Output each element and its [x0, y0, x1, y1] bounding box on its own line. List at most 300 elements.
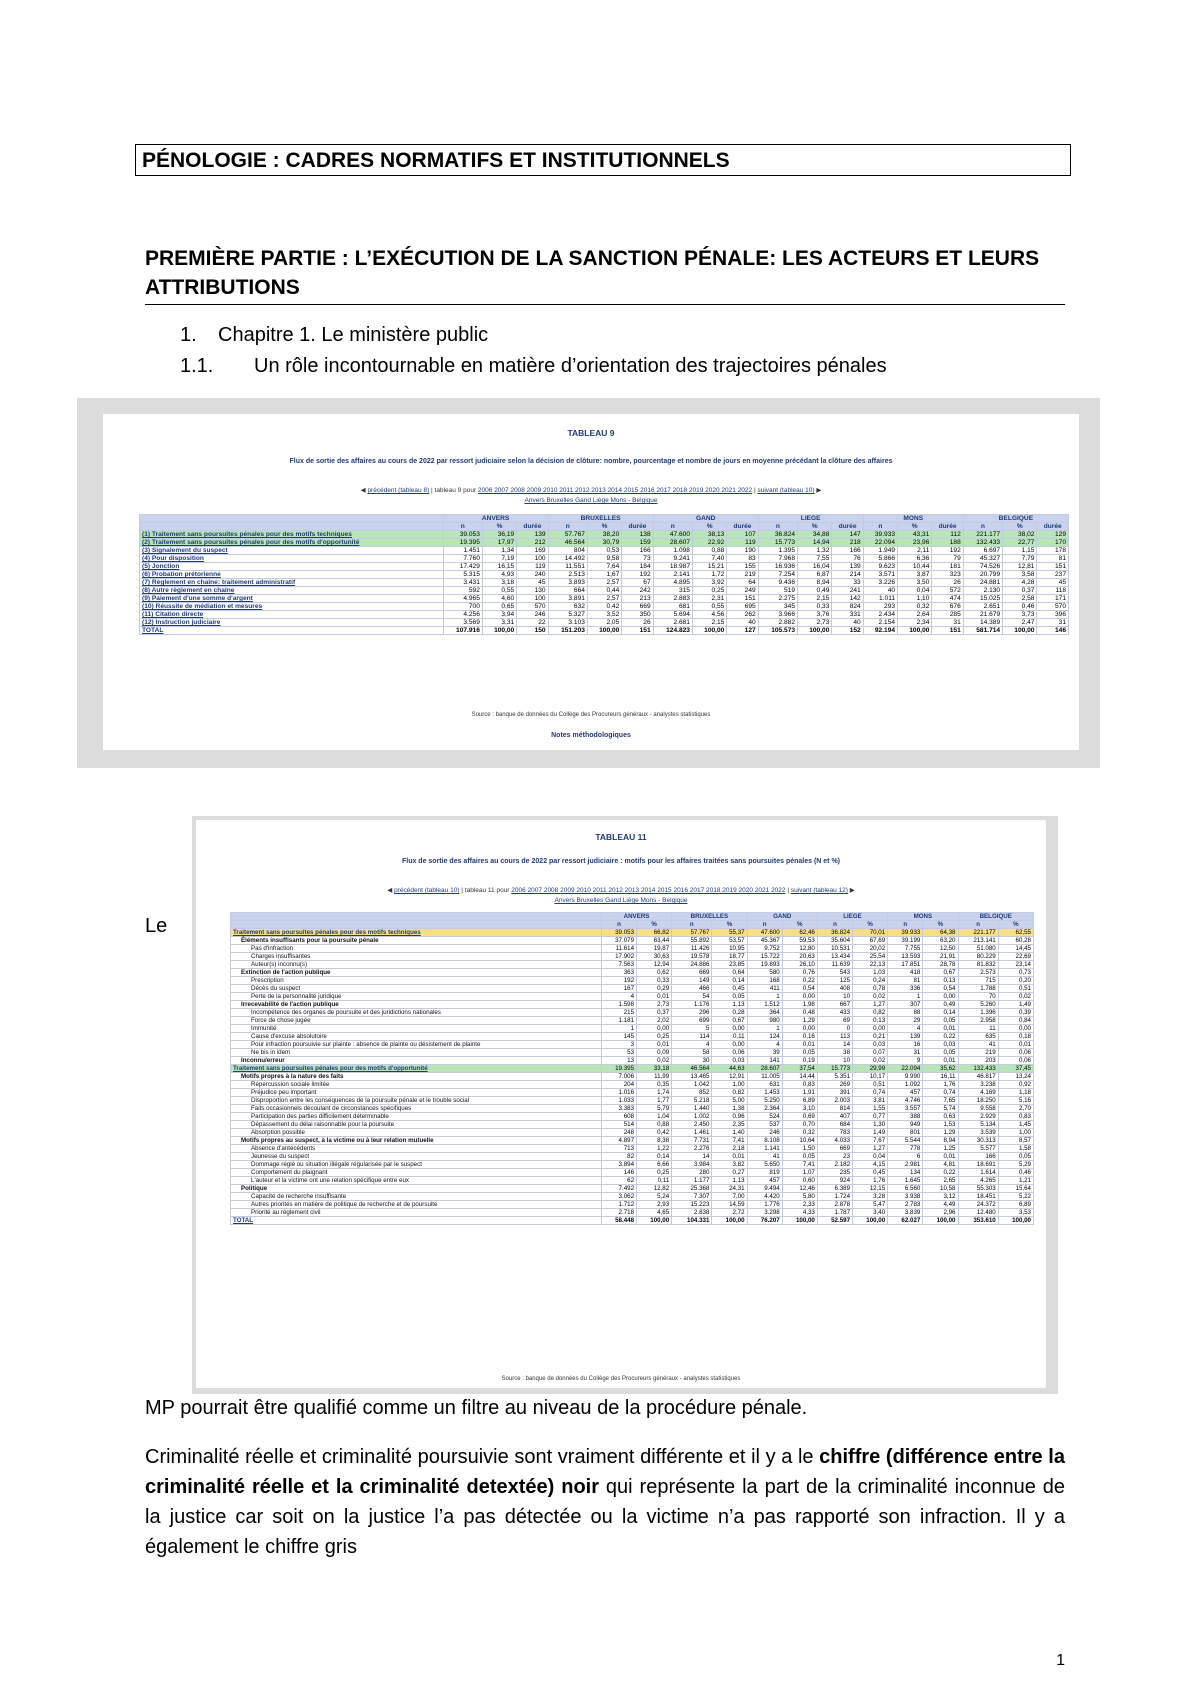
- table-cell: 0,45: [853, 1169, 888, 1177]
- table-cell: 24.881: [963, 579, 1002, 587]
- table11-next-link[interactable]: suivant (tableau 12): [790, 887, 848, 894]
- table-cell: 152: [832, 627, 863, 635]
- table-cell: 125: [817, 977, 852, 985]
- table-cell: 3: [601, 1041, 636, 1049]
- table-cell: 63,44: [637, 937, 672, 945]
- table-cell: 852: [672, 1089, 712, 1097]
- table-cell: 4,81: [923, 1161, 958, 1169]
- table-cell: 2,96: [923, 1209, 958, 1217]
- table-cell: 7,41: [782, 1161, 817, 1169]
- table11-prev-link[interactable]: précédent (tableau 10): [394, 887, 460, 894]
- row-label: Pas d'infraction: [231, 945, 602, 953]
- table-cell: 8.108: [747, 1137, 782, 1145]
- table-cell: 0,73: [998, 969, 1033, 977]
- table-cell: 7.006: [601, 1073, 636, 1081]
- table-cell: 12,46: [782, 1185, 817, 1193]
- table-cell: 5,00: [712, 1097, 747, 1105]
- table-cell: 14: [817, 1041, 852, 1049]
- table-cell: 219: [727, 571, 758, 579]
- table-cell: 0,42: [587, 603, 621, 611]
- row-label[interactable]: (9) Paiement d'une somme d'argent: [140, 595, 444, 603]
- table9-regions-links[interactable]: Anvers Bruxelles Gand Liège Mons - Belgique: [524, 497, 658, 504]
- table-row: [231, 1089, 1034, 1097]
- table-cell: 4: [888, 1025, 923, 1033]
- table-cell: 0,07: [853, 1049, 888, 1057]
- table-cell: 168: [747, 977, 782, 985]
- table-cell: 37,45: [998, 1065, 1033, 1073]
- table-cell: 1,45: [998, 1121, 1033, 1129]
- table-cell: 3.226: [863, 579, 897, 587]
- subheader-cell: n: [601, 921, 636, 929]
- table-cell: 2.981: [888, 1161, 923, 1169]
- table-cell: 1.645: [888, 1177, 923, 1185]
- table-cell: 184: [622, 563, 653, 571]
- table-cell: 114: [672, 1033, 712, 1041]
- table-row: [231, 1025, 1034, 1033]
- table-cell: 4.420: [747, 1193, 782, 1201]
- table-cell: 695: [727, 603, 758, 611]
- table-cell: 0,83: [998, 1113, 1033, 1121]
- row-label: Répercussion sociale limitée: [231, 1081, 602, 1089]
- table-cell: 0,54: [782, 985, 817, 993]
- table-cell: 151.203: [548, 627, 587, 635]
- table-cell: 0,02: [998, 993, 1033, 1001]
- table-cell: 1,15: [1003, 547, 1037, 555]
- table-cell: 2.513: [548, 571, 587, 579]
- table-cell: 336: [888, 985, 923, 993]
- table-cell: 0,16: [782, 1033, 817, 1041]
- table-cell: 107.916: [443, 627, 482, 635]
- subheader-cell: %: [798, 523, 832, 531]
- table-cell: 407: [817, 1113, 852, 1121]
- table-cell: 9.558: [958, 1105, 998, 1113]
- table-cell: 39.199: [888, 937, 923, 945]
- table-cell: 1,98: [782, 1001, 817, 1009]
- table-cell: 14.492: [548, 555, 587, 563]
- table-cell: 269: [817, 1081, 852, 1089]
- table-cell: 212: [517, 539, 548, 547]
- side-word: Le: [145, 915, 168, 937]
- table-cell: 0,03: [712, 1057, 747, 1065]
- header-row: [231, 913, 1034, 921]
- table-cell: 112: [932, 531, 963, 539]
- table-cell: 7.968: [758, 555, 797, 563]
- table-cell: 1,00: [712, 1081, 747, 1089]
- row-label[interactable]: (3) Signalement du suspect: [140, 547, 444, 555]
- table-cell: 100,00: [1003, 627, 1037, 635]
- row-label: Dommage réglé ou situation illégale régularisée par le suspect: [231, 1161, 602, 1169]
- header-row: [140, 515, 1069, 523]
- table-cell: 0,01: [923, 1057, 958, 1065]
- table-cell: 4,65: [637, 1209, 672, 1217]
- table-cell: 0,03: [923, 1041, 958, 1049]
- table-row: [231, 937, 1034, 945]
- table-cell: 1,76: [853, 1177, 888, 1185]
- table-cell: 9.752: [747, 945, 782, 953]
- table-cell: 0,69: [782, 1113, 817, 1121]
- table-cell: 6,66: [637, 1161, 672, 1169]
- subheader-cell: durée: [1037, 523, 1069, 531]
- table-cell: 0,25: [692, 587, 726, 595]
- table-cell: 514: [601, 1121, 636, 1129]
- table-cell: 2.130: [963, 587, 1002, 595]
- table-cell: 146: [601, 1169, 636, 1177]
- row-label[interactable]: (10) Réussite de médiation et mesures: [140, 603, 444, 611]
- table-cell: 391: [817, 1089, 852, 1097]
- table-cell: 192: [601, 977, 636, 985]
- table-cell: 0,01: [998, 1041, 1033, 1049]
- table11-years-links[interactable]: 2006 2007 2008 2009 2010 2011 2012 2013 2014 2015 2016 2017 2018 2019 2020 2021 2022: [511, 887, 786, 894]
- table-cell: 0,74: [853, 1089, 888, 1097]
- table-cell: 14.389: [963, 619, 1002, 627]
- table-cell: 4,33: [782, 1209, 817, 1217]
- table-cell: 241: [832, 587, 863, 595]
- table-cell: 1.042: [672, 1081, 712, 1089]
- table-cell: 55.303: [958, 1185, 998, 1193]
- table-cell: 1,29: [923, 1129, 958, 1137]
- table-cell: 151: [622, 627, 653, 635]
- table-cell: 15,21: [692, 563, 726, 571]
- table-cell: 2.154: [863, 619, 897, 627]
- table-cell: 388: [888, 1113, 923, 1121]
- table-cell: 190: [727, 547, 758, 555]
- table-cell: 12,15: [853, 1185, 888, 1193]
- list-item-section: [180, 355, 887, 378]
- table-cell: 0,35: [637, 1081, 672, 1089]
- table-cell: 22.094: [888, 1065, 923, 1073]
- table-cell: 13: [601, 1057, 636, 1065]
- table-cell: 2,70: [998, 1105, 1033, 1113]
- table-cell: 5.250: [747, 1097, 782, 1105]
- row-label[interactable]: (1) Traitement sans poursuites pénales pour des motifs techniques: [140, 531, 444, 539]
- table-cell: 14: [672, 1153, 712, 1161]
- table-cell: 62.027: [888, 1217, 923, 1225]
- table-cell: 1.614: [958, 1169, 998, 1177]
- table-cell: 6,89: [998, 1201, 1033, 1209]
- table-cell: 5.134: [958, 1121, 998, 1129]
- table-cell: 2.838: [672, 1209, 712, 1217]
- table-cell: 15.773: [817, 1065, 852, 1073]
- table9-regions: [103, 497, 1079, 504]
- table-cell: 364: [747, 1009, 782, 1017]
- table-cell: 13.434: [817, 953, 852, 961]
- table-cell: 0,05: [923, 1017, 958, 1025]
- table-cell: 139: [517, 531, 548, 539]
- row-label[interactable]: (2) Traitement sans poursuites pénales pour des motifs d'opportunité: [140, 539, 444, 547]
- table-cell: 4: [747, 1041, 782, 1049]
- table-cell: 778: [888, 1145, 923, 1153]
- row-label[interactable]: Traitement sans poursuites pénales pour des motifs techniques: [231, 929, 602, 937]
- table-cell: 242: [622, 587, 653, 595]
- table-cell: 4,93: [482, 571, 516, 579]
- table-cell: 5.694: [653, 611, 692, 619]
- table-cell: 1.461: [672, 1129, 712, 1137]
- header-group-cell: BRUXELLES: [672, 913, 747, 921]
- table-cell: 18.451: [958, 1193, 998, 1201]
- table-cell: 2,47: [1003, 619, 1037, 627]
- table-cell: 0: [817, 1025, 852, 1033]
- table-row: [231, 945, 1034, 953]
- table-cell: 0,05: [712, 993, 747, 1001]
- table-cell: 100,00: [692, 627, 726, 635]
- row-label: Participation des parties difficilement déterminable: [231, 1113, 602, 1121]
- table-cell: 18.250: [958, 1097, 998, 1105]
- table-cell: 124.823: [653, 627, 692, 635]
- header-group-cell: BELGIQUE: [958, 913, 1034, 921]
- table-cell: 0,20: [998, 977, 1033, 985]
- table-cell: 0,96: [712, 1113, 747, 1121]
- table-row: [231, 953, 1034, 961]
- table-cell: 12,82: [637, 1185, 672, 1193]
- table-cell: 2.651: [963, 603, 1002, 611]
- table-cell: 15.773: [758, 539, 797, 547]
- table-cell: 1,34: [482, 547, 516, 555]
- table-cell: 0,00: [782, 993, 817, 1001]
- paragraph-text: Criminalité réelle et criminalité poursuivie sont vraiment différente et il y a le: [145, 1446, 820, 1468]
- table-cell: 0,01: [637, 993, 672, 1001]
- table-cell: 0,29: [637, 985, 672, 993]
- table-cell: 323: [932, 571, 963, 579]
- subheader-cell: %: [923, 921, 958, 929]
- row-label[interactable]: (7) Règlement en chaîne: traitement administratif: [140, 579, 444, 587]
- table-cell: 28.607: [653, 539, 692, 547]
- table-cell: 14,44: [782, 1073, 817, 1081]
- row-label[interactable]: Traitement sans poursuites pénales pour des motifs d'opportunité: [231, 1065, 602, 1073]
- table-cell: 31: [1037, 619, 1069, 627]
- table-row: [231, 1185, 1034, 1193]
- row-label: TOTAL: [231, 1217, 602, 1225]
- row-label[interactable]: (8) Autre règlement en chaîne: [140, 587, 444, 595]
- table-cell: 5.218: [672, 1097, 712, 1105]
- table-cell: 22: [517, 619, 548, 627]
- table9-next-link[interactable]: suivant (tableau 10): [757, 487, 815, 494]
- table-cell: 10,64: [782, 1137, 817, 1145]
- table-cell: 1,77: [637, 1097, 672, 1105]
- table-row: [231, 1177, 1034, 1185]
- table-cell: 57.767: [548, 531, 587, 539]
- table-cell: 2.958: [958, 1017, 998, 1025]
- table-cell: 204: [601, 1081, 636, 1089]
- table-cell: 0,22: [923, 1033, 958, 1041]
- table-row: [140, 531, 1069, 539]
- table-cell: 1.788: [958, 985, 998, 993]
- table-cell: 100,00: [998, 1217, 1033, 1225]
- table-cell: 11.639: [817, 961, 852, 969]
- table-cell: 19,87: [637, 945, 672, 953]
- table-cell: 100,00: [798, 627, 832, 635]
- table-cell: 7.254: [758, 571, 797, 579]
- table9-years-links[interactable]: 2006 2007 2008 2009 2010 2011 2012 2013 2014 2015 2016 2017 2018 2019 2020 2021 2022: [477, 487, 753, 494]
- table-cell: 1.712: [601, 1201, 636, 1209]
- table11-data: [230, 912, 1034, 1225]
- table-cell: 15.025: [963, 595, 1002, 603]
- table-cell: 684: [817, 1121, 852, 1129]
- row-label: Autres priorités en matière de politique de recherche et de poursuite: [231, 1201, 602, 1209]
- table9-prev-link[interactable]: précédent (tableau 8): [367, 487, 430, 494]
- table-row: [231, 1041, 1034, 1049]
- table-cell: 824: [832, 603, 863, 611]
- table-cell: 100: [517, 595, 548, 603]
- table-cell: 0,37: [1003, 587, 1037, 595]
- table9-notes-link[interactable]: Notes méthodologiques: [551, 732, 631, 739]
- table-cell: 53: [601, 1049, 636, 1057]
- table-cell: 0,27: [712, 1169, 747, 1177]
- table-cell: 408: [817, 985, 852, 993]
- table-cell: 1,49: [998, 1001, 1033, 1009]
- table-cell: 40: [863, 587, 897, 595]
- table-cell: 307: [888, 1001, 923, 1009]
- table-cell: 10,17: [853, 1073, 888, 1081]
- table-cell: 2,57: [587, 595, 621, 603]
- table-cell: 1,07: [782, 1169, 817, 1177]
- table-cell: 1,32: [798, 547, 832, 555]
- table-cell: 801: [888, 1129, 923, 1137]
- table-cell: 3.569: [443, 619, 482, 627]
- table-cell: 38,13: [692, 531, 726, 539]
- table-cell: 63,20: [923, 937, 958, 945]
- table-cell: 1.598: [601, 1001, 636, 1009]
- table-cell: 1: [747, 993, 782, 1001]
- table-row: [231, 1049, 1034, 1057]
- table-row: [140, 627, 1069, 635]
- table-cell: 67,69: [853, 937, 888, 945]
- table-row: [231, 1193, 1034, 1201]
- table-cell: 24.372: [958, 1201, 998, 1209]
- table-cell: 138: [622, 531, 653, 539]
- table-cell: 7.492: [601, 1185, 636, 1193]
- table-cell: 8,38: [637, 1137, 672, 1145]
- row-label: TOTAL: [140, 627, 444, 635]
- table-cell: 1,49: [853, 1129, 888, 1137]
- table-cell: 53,57: [712, 937, 747, 945]
- table-cell: 124: [747, 1033, 782, 1041]
- table-cell: 79: [932, 555, 963, 563]
- table-row: [231, 1161, 1034, 1169]
- table-cell: 34,88: [798, 531, 832, 539]
- table-cell: 2.364: [747, 1105, 782, 1113]
- row-label[interactable]: (6) Probation prétorienne: [140, 571, 444, 579]
- table-cell: 1,27: [853, 1001, 888, 1009]
- table-cell: 3,10: [782, 1105, 817, 1113]
- paragraph-bold-term: chiffre (différence entre la criminalité réelle et la criminalité detextée) noir: [145, 1446, 1065, 1498]
- table-cell: 3.557: [888, 1105, 923, 1113]
- table-cell: 0,84: [998, 1017, 1033, 1025]
- table-cell: 4.265: [958, 1177, 998, 1185]
- table-cell: 0,78: [853, 985, 888, 993]
- table-cell: 88: [888, 1009, 923, 1017]
- table-cell: 76: [832, 555, 863, 563]
- table-cell: 3.571: [863, 571, 897, 579]
- table-cell: 4,28: [1003, 579, 1037, 587]
- table-cell: 819: [747, 1169, 782, 1177]
- table-cell: 2.573: [958, 969, 998, 977]
- table-cell: 0,76: [782, 969, 817, 977]
- row-label[interactable]: (11) Citation directe: [140, 611, 444, 619]
- table-cell: 5,22: [998, 1193, 1033, 1201]
- table-cell: 0,05: [782, 1153, 817, 1161]
- table-cell: 0,13: [853, 1017, 888, 1025]
- table-cell: 9.241: [653, 555, 692, 563]
- table-cell: 0,04: [853, 1153, 888, 1161]
- table-cell: 83: [727, 555, 758, 563]
- table-cell: 221.177: [958, 929, 998, 937]
- table-cell: 0,92: [998, 1081, 1033, 1089]
- table-cell: 1.098: [653, 547, 692, 555]
- table-cell: 0,82: [712, 1089, 747, 1097]
- table-cell: 1,29: [782, 1017, 817, 1025]
- row-label: Priorité au règlement civil: [231, 1209, 602, 1217]
- table-cell: 13.465: [672, 1073, 712, 1081]
- table-row: [140, 555, 1069, 563]
- row-label: Décès du suspect: [231, 985, 602, 993]
- table-cell: 17.902: [601, 953, 636, 961]
- row-label: Force de chose jugée: [231, 1017, 602, 1025]
- header-cell-blank: [231, 921, 602, 929]
- table-cell: 12,91: [712, 1073, 747, 1081]
- table-cell: 12,94: [637, 961, 672, 969]
- table-cell: 11: [958, 1025, 998, 1033]
- table-cell: 10: [817, 993, 852, 1001]
- row-label: Ne bis in idem: [231, 1049, 602, 1057]
- table-cell: 0,14: [712, 977, 747, 985]
- table-cell: 178: [1037, 547, 1069, 555]
- table-row: [231, 929, 1034, 937]
- table-cell: 19.395: [601, 1065, 636, 1073]
- table-cell: 31: [888, 1049, 923, 1057]
- table-cell: 213: [622, 595, 653, 603]
- table-cell: 62,46: [782, 929, 817, 937]
- subheader-cell: n: [888, 921, 923, 929]
- table-cell: 0,14: [923, 1009, 958, 1017]
- table-cell: 1,55: [853, 1105, 888, 1113]
- row-label: Motifs propres à la nature des faits: [231, 1073, 602, 1081]
- table-cell: 60,28: [998, 937, 1033, 945]
- table-cell: 570: [517, 603, 548, 611]
- table-cell: 1,13: [712, 1001, 747, 1009]
- table-cell: 119: [517, 563, 548, 571]
- table-cell: 46.817: [958, 1073, 998, 1081]
- table-cell: 2.450: [672, 1121, 712, 1129]
- row-label[interactable]: (4) Pour disposition: [140, 555, 444, 563]
- table-cell: 151: [932, 627, 963, 635]
- list-text: Chapitre 1. Le ministère public: [218, 324, 489, 346]
- table-cell: 4.746: [888, 1097, 923, 1105]
- table-cell: 0,11: [637, 1177, 672, 1185]
- subheader-cell: %: [692, 523, 726, 531]
- table-cell: 2,15: [692, 619, 726, 627]
- table-cell: 1.440: [672, 1105, 712, 1113]
- row-label[interactable]: (5) Jonction: [140, 563, 444, 571]
- table-row: [231, 977, 1034, 985]
- table-cell: 2.003: [817, 1097, 852, 1105]
- table-cell: 132.433: [958, 1065, 998, 1073]
- table-cell: 1,21: [998, 1177, 1033, 1185]
- table-cell: 57.767: [672, 929, 712, 937]
- table-cell: 19.578: [672, 953, 712, 961]
- page-number: 1: [1056, 1652, 1065, 1669]
- table-cell: 3,92: [692, 579, 726, 587]
- table-cell: 12,80: [782, 945, 817, 953]
- table11-regions-links[interactable]: Anvers Bruxelles Gand Liège Mons - Belgique: [554, 897, 688, 904]
- table-cell: 16: [888, 1041, 923, 1049]
- table-cell: 58: [672, 1049, 712, 1057]
- table-row: [231, 1137, 1034, 1145]
- table-cell: 2.718: [601, 1209, 636, 1217]
- table-cell: 0,02: [637, 1057, 672, 1065]
- table-cell: 1,40: [712, 1129, 747, 1137]
- table-cell: 22.094: [863, 539, 897, 547]
- row-label[interactable]: (12) Instruction judiciaire: [140, 619, 444, 627]
